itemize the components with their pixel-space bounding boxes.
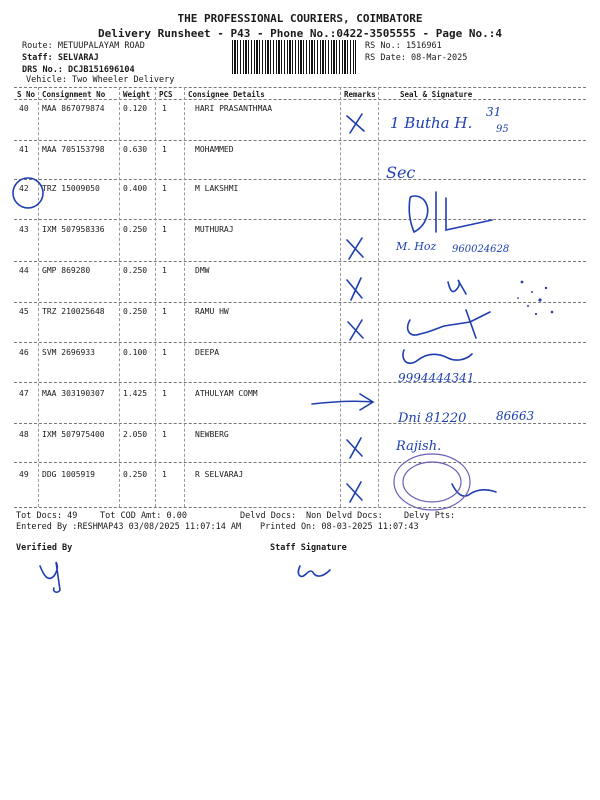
sig-row47-phone: 86663 [496, 409, 535, 423]
signature-scribble [409, 192, 492, 232]
tot-docs: Tot Docs: 49 [16, 511, 78, 521]
row-consignment: TRZ 210025648 [42, 307, 105, 316]
row-consignment: IXM 507975400 [42, 430, 105, 439]
non-delivered-docs: Non Delvd Docs: [306, 511, 383, 521]
remark-cross-mark [347, 238, 363, 259]
remark-cross-mark [347, 438, 362, 458]
row-pcs: 1 [162, 266, 167, 275]
sig-row41: Sec [386, 163, 416, 182]
col-weight: Weight [123, 90, 151, 99]
row-weight: 0.250 [123, 307, 148, 316]
sig-row43: M. Hoz [396, 240, 437, 253]
row-consignee: MOHAMMED [195, 145, 234, 154]
barcode [232, 40, 356, 74]
verified-signature [40, 562, 60, 592]
row-weight: 0.400 [123, 184, 148, 193]
row-sno: 41 [19, 145, 29, 154]
tot-cod-amount: Tot COD Amt: 0.00 [100, 511, 187, 521]
remark-cross-mark [347, 482, 362, 502]
signature-scribble [403, 350, 472, 363]
row-pcs: 1 [162, 184, 167, 193]
row-consignee: DEEPA [195, 348, 220, 357]
row-weight: 0.250 [123, 470, 148, 479]
entered-by: Entered By :RESHMAP43 03/08/2025 11:07:14 AM [16, 522, 242, 532]
row-consignee: RAMU HW [195, 307, 229, 316]
col-pcs: PCS [159, 90, 173, 99]
row-weight: 2.050 [123, 430, 148, 439]
row-consignment: SVM 2696933 [42, 348, 95, 357]
verified-by-label: Verified By [16, 543, 73, 553]
row-sno: 43 [19, 225, 29, 234]
row-consignment: MAA 303190307 [42, 389, 105, 398]
row-pcs: 1 [162, 104, 167, 113]
row-consignment: MAA 705153798 [42, 145, 105, 154]
row-weight: 0.630 [123, 145, 148, 154]
arrow-annotation [312, 394, 373, 410]
delivered-docs: Delvd Docs: [240, 511, 297, 521]
printed-on: Printed On: 08-03-2025 11:07:43 [260, 522, 419, 532]
col-signature: Seal & Signature [400, 90, 473, 99]
col-consignee: Consignee Details [188, 90, 265, 99]
row-sno: 49 [19, 470, 29, 479]
runsheet-subtitle: Delivery Runsheet - P43 - Phone No.:0422-3505555 - Page No.:4 [98, 27, 502, 40]
row-consignment: MAA 867079874 [42, 104, 105, 113]
row-sno: 47 [19, 389, 29, 398]
staff-label: Staff: SELVARAJ [22, 53, 99, 63]
row-weight: 0.250 [123, 266, 148, 275]
row-pcs: 1 [162, 307, 167, 316]
signature-scribble [448, 280, 466, 294]
row-consignee: MUTHURAJ [195, 225, 234, 234]
row-consignee: DMW [195, 266, 210, 275]
row-consignee: M LAKSHMI [195, 184, 239, 193]
row-pcs: 1 [162, 348, 167, 357]
staff-signature-label: Staff Signature [270, 543, 347, 553]
row-weight: 0.100 [123, 348, 148, 357]
row-consignment: GMP 869280 [42, 266, 91, 275]
company-title: THE PROFESSIONAL COURIERS, COIMBATORE [177, 12, 423, 25]
row-pcs: 1 [162, 145, 167, 154]
rs-number: RS No.: 1516961 [365, 41, 442, 51]
sig-row40-num2: 95 [496, 124, 509, 135]
rs-date: RS Date: 08-Mar-2025 [365, 53, 468, 63]
row-pcs: 1 [162, 430, 167, 439]
remark-cross-mark [347, 278, 362, 300]
signature-scribble [452, 484, 496, 496]
row-pcs: 1 [162, 225, 167, 234]
sig-row48: Rajish. [396, 439, 442, 454]
row-weight: 1.425 [123, 389, 148, 398]
row-consignee: R SELVARAJ [195, 470, 244, 479]
remark-cross-mark [347, 114, 364, 133]
route-label: Route: METUUPALAYAM ROAD [22, 41, 145, 51]
row-consignee: ATHULYAM COMM [195, 389, 258, 398]
row-consignment: TRZ 15009050 [42, 184, 100, 193]
signature-scribble [408, 310, 490, 338]
staff-signature [298, 566, 330, 576]
row-weight: 0.250 [123, 225, 148, 234]
sig-row46-phone: 9994444341 [398, 371, 475, 385]
vehicle-label: Vehicle: Two Wheeler Delivery [26, 75, 175, 85]
row-consignee: NEWBERG [195, 430, 229, 439]
row-consignee: HARI PRASANTHMAA [195, 104, 273, 113]
col-consignment: Consignment No [42, 90, 106, 99]
row-weight: 0.120 [123, 104, 148, 113]
row-sno: 46 [19, 348, 29, 357]
col-sno: S No [17, 90, 36, 99]
sig-row40: 1 Butha H. [390, 114, 473, 132]
row-sno: 45 [19, 307, 29, 316]
row-sno: 42 [19, 184, 29, 193]
sig-row43-phone: 960024628 [452, 244, 510, 255]
row-consignment: IXM 507958336 [42, 225, 105, 234]
row-pcs: 1 [162, 470, 167, 479]
row-sno: 48 [19, 430, 29, 439]
sig-row40-num: 31 [486, 105, 502, 119]
sig-row47: Dni 81220 [398, 411, 467, 426]
col-remarks: Remarks [344, 90, 376, 99]
drs-number: DRS No.: DCJB151696104 [22, 65, 135, 75]
row-pcs: 1 [162, 389, 167, 398]
delivery-points: Delvy Pts: [404, 511, 456, 521]
remark-cross-mark [348, 320, 363, 340]
row-sno: 44 [19, 266, 29, 275]
row-consignment: DDG 1005919 [42, 470, 95, 479]
row-sno: 40 [19, 104, 29, 113]
